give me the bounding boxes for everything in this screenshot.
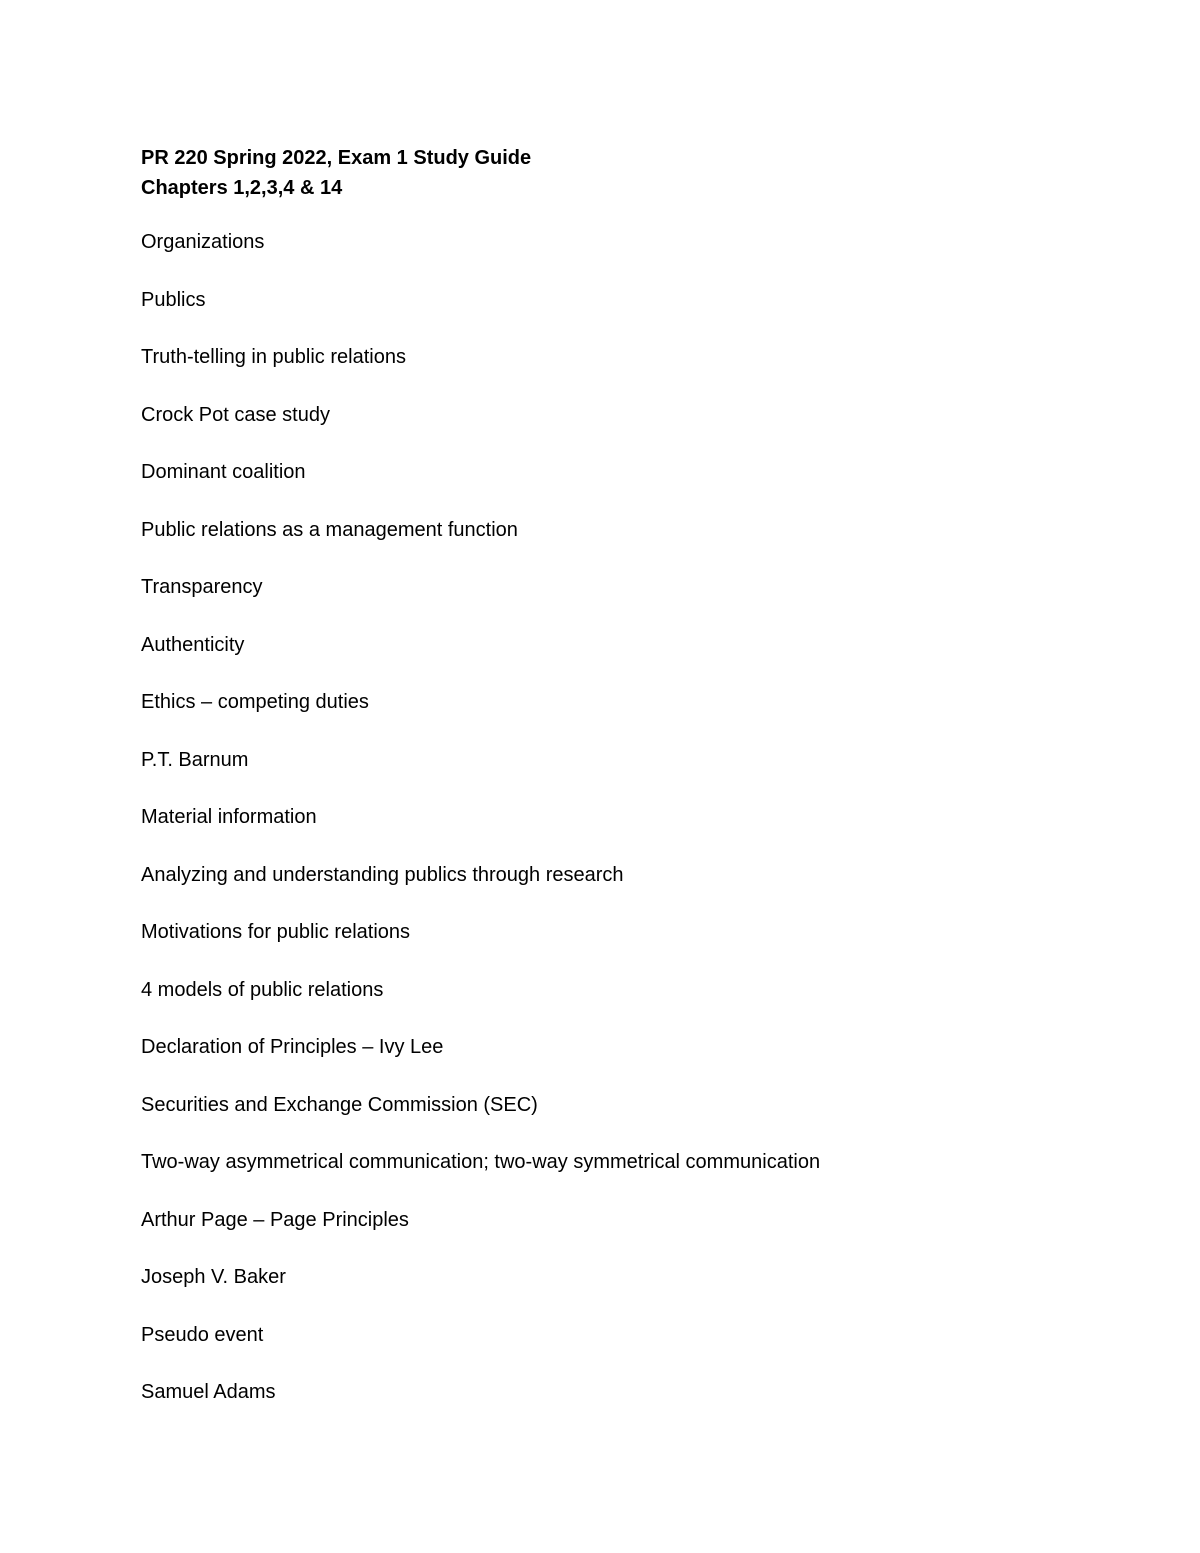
topic-item: Joseph V. Baker: [141, 1266, 286, 1288]
topic-item: Samuel Adams: [141, 1381, 276, 1403]
topic-item: Public relations as a management function: [141, 518, 518, 541]
topic-item: Pseudo event: [141, 1323, 264, 1346]
topic-item: Two-way asymmetrical communication; two-way symmetrical communication: [141, 1151, 821, 1173]
topic-item: Arthur Page – Page Principles: [141, 1208, 409, 1231]
document-header: [141, 143, 531, 203]
topic-item: Motivations for public relations: [141, 921, 411, 943]
topic-item: Truth-telling in public relations: [141, 346, 406, 368]
topic-item: Declaration of Principles – Ivy Lee: [141, 1036, 444, 1058]
document-title: PR 220 Spring 2022, Exam 1 Study Guide: [141, 147, 532, 169]
document-subtitle: Chapters 1,2,3,4 & 14: [141, 177, 343, 199]
topic-item: P.T. Barnum: [141, 748, 249, 771]
topic-item: Material information: [141, 806, 317, 828]
topic-item: Securities and Exchange Commission (SEC): [141, 1093, 538, 1116]
topic-list: [141, 227, 820, 1435]
topic-item: 4 models of public relations: [141, 978, 384, 1001]
topic-item: Organizations: [141, 231, 265, 253]
topic-item: Ethics – competing duties: [141, 691, 369, 713]
topic-item: Analyzing and understanding publics through research: [141, 863, 624, 886]
topic-item: Transparency: [141, 576, 263, 598]
topic-item: Publics: [141, 288, 206, 311]
topic-item: Crock Pot case study: [141, 403, 330, 426]
topic-item: Authenticity: [141, 633, 245, 656]
topic-item: Dominant coalition: [141, 461, 306, 483]
